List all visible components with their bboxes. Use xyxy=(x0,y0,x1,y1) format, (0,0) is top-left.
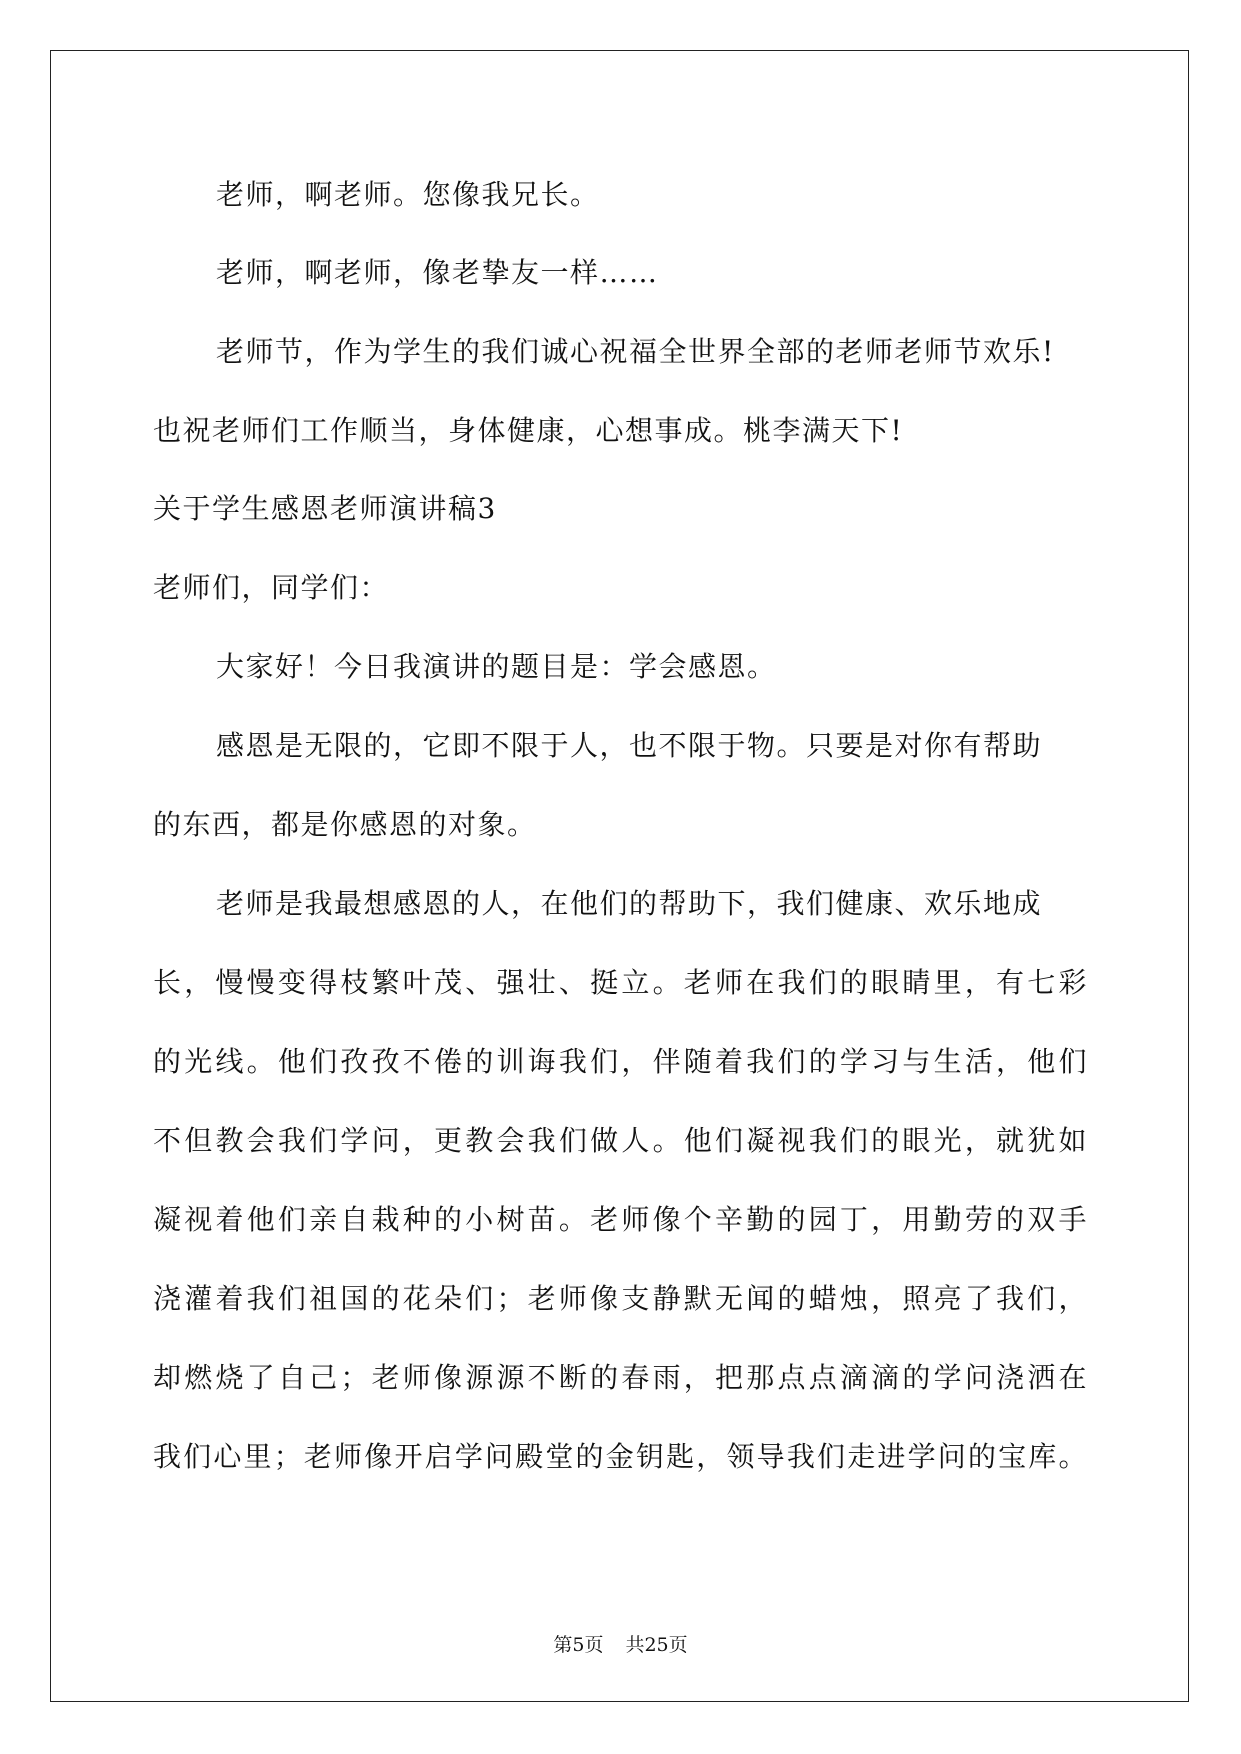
paragraph-line: 不但教会我们学问，更教会我们做人。他们凝视我们的眼光，就犹如 xyxy=(153,1124,1088,1157)
paragraph-line: 的光线。他们孜孜不倦的训诲我们，伴随着我们的学习与生活，他们 xyxy=(153,1045,1088,1078)
paragraph-line: 我们心里；老师像开启学问殿堂的金钥匙，领导我们走进学问的宝库。 xyxy=(153,1440,1088,1473)
paragraph-line: 老师节，作为学生的我们诚心祝福全世界全部的老师老师节欢乐! xyxy=(216,335,1055,368)
paragraph-line: 却燃烧了自己；老师像源源不断的春雨，把那点点滴滴的学问浇洒在 xyxy=(153,1361,1088,1394)
paragraph-line: 凝视着他们亲自栽种的小树苗。老师像个辛勤的园丁，用勤劳的双手 xyxy=(153,1203,1088,1236)
paragraph-line: 的东西，都是你感恩的对象。 xyxy=(153,808,537,841)
paragraph-line: 大家好！今日我演讲的题目是：学会感恩。 xyxy=(216,650,777,683)
paragraph-line: 老师，啊老师。您像我兄长。 xyxy=(216,178,600,211)
page-footer xyxy=(0,1630,1241,1657)
salutation: 老师们，同学们： xyxy=(153,571,390,604)
paragraph-line: 浇灌着我们祖国的花朵们；老师像支静默无闻的蜡烛，照亮了我们， xyxy=(153,1282,1088,1315)
paragraph-line: 感恩是无限的，它即不限于人，也不限于物。只要是对你有帮助 xyxy=(216,729,1043,762)
paragraph-line: 长，慢慢变得枝繁叶茂、强壮、挺立。老师在我们的眼睛里，有七彩 xyxy=(153,966,1088,999)
section-heading: 关于学生感恩老师演讲稿3 xyxy=(153,492,497,525)
page-total: 共25页 xyxy=(625,1634,688,1656)
paragraph-line: 老师，啊老师，像老挚友一样…… xyxy=(216,256,659,289)
paragraph-line: 也祝老师们工作顺当，身体健康，心想事成。桃李满天下! xyxy=(153,414,904,447)
paragraph-line: 老师是我最想感恩的人，在他们的帮助下，我们健康、欢乐地成 xyxy=(216,887,1043,920)
page-number: 第5页 xyxy=(553,1634,604,1656)
